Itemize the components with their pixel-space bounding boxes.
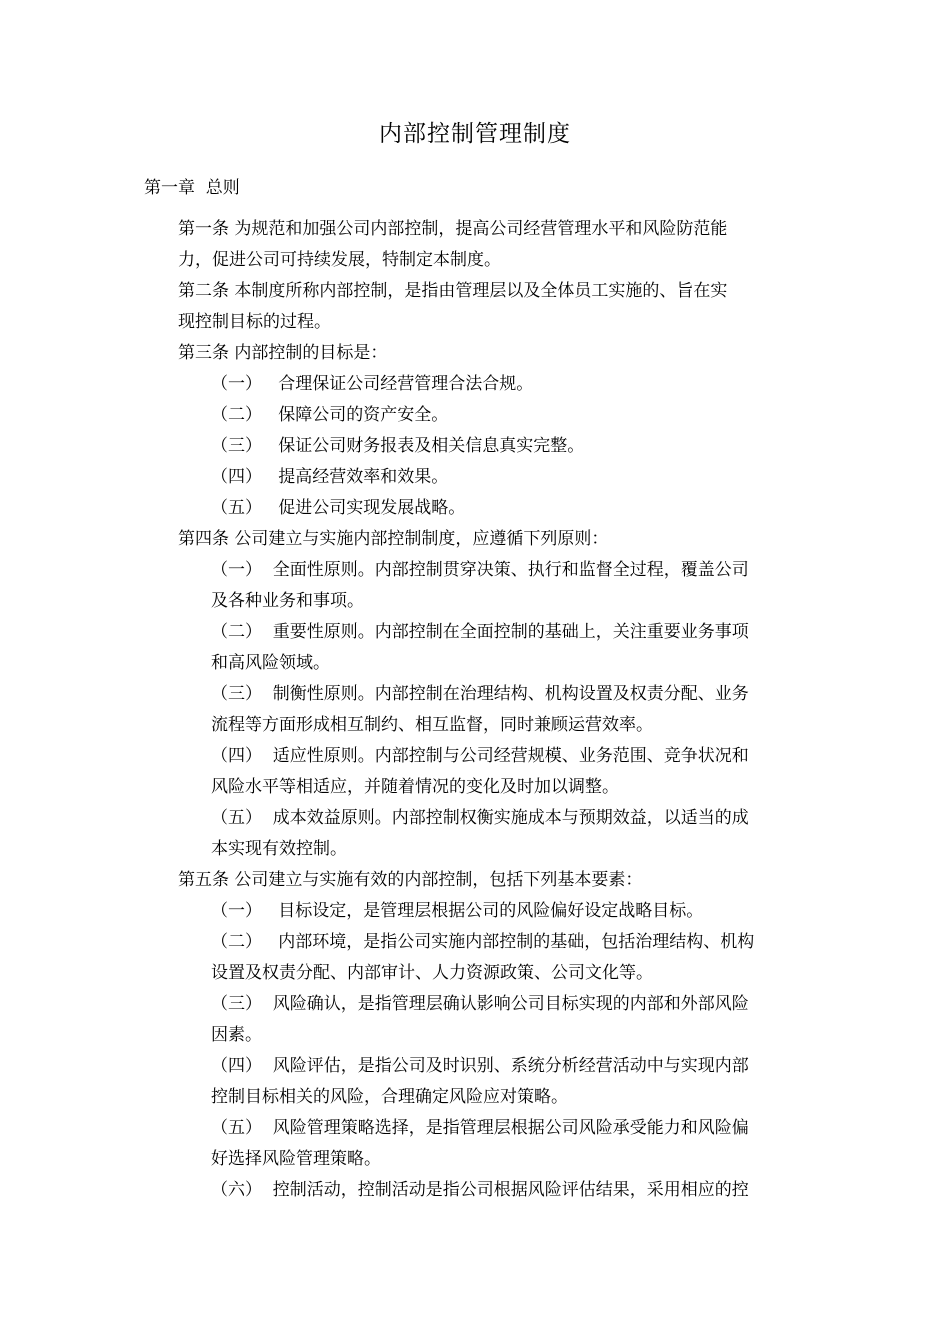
list-item-line: 设置及权责分配、内部审计、人力资源政策、公司文化等。 [211, 963, 653, 983]
article-line: 第五条 公司建立与实施有效的内部控制，包括下列基本要素： [178, 870, 643, 890]
list-item-line: 和高风险领域。 [211, 653, 330, 673]
document-title: 内部控制管理制度 [379, 121, 571, 147]
list-item-line: （四） 适应性原则。内部控制与公司经营规模、业务范围、竞争状况和 [211, 746, 749, 766]
article-line: 第三条 内部控制的目标是： [178, 343, 388, 363]
list-item-line: 因素。 [211, 1025, 262, 1045]
list-item-line: （一） 合理保证公司经营管理合法合规。 [211, 374, 534, 394]
list-item-line: （四） 提高经营效率和效果。 [211, 467, 449, 487]
list-item-line: （三） 保证公司财务报表及相关信息真实完整。 [211, 436, 585, 456]
list-item-line: 及各种业务和事项。 [211, 591, 364, 611]
article-line: 第二条 本制度所称内部控制，是指由管理层以及全体员工实施的、旨在实 [178, 281, 728, 301]
article-line: 力，促进公司可持续发展，特制定本制度。 [178, 250, 501, 270]
list-item-line: （一） 全面性原则。内部控制贯穿决策、执行和监督全过程，覆盖公司 [211, 560, 749, 580]
list-item-line: （六） 控制活动，控制活动是指公司根据风险评估结果，采用相应的控 [211, 1180, 749, 1200]
list-item-line: （三） 制衡性原则。内部控制在治理结构、机构设置及权责分配、业务 [211, 684, 749, 704]
list-item-line: （四） 风险评估，是指公司及时识别、系统分析经营活动中与实现内部 [211, 1056, 749, 1076]
list-item-line: （二） 内部环境，是指公司实施内部控制的基础，包括治理结构、机构 [211, 932, 755, 952]
list-item-line: （三） 风险确认，是指管理层确认影响公司目标实现的内部和外部风险 [211, 994, 749, 1014]
article-line: 现控制目标的过程。 [178, 312, 331, 332]
list-item-line: （一） 目标设定，是管理层根据公司的风险偏好设定战略目标。 [211, 901, 704, 921]
chapter-heading: 第一章 总则 [144, 178, 240, 198]
list-item-line: （五） 促进公司实现发展战略。 [211, 498, 466, 518]
article-line: 第四条 公司建立与实施内部控制制度，应遵循下列原则： [178, 529, 609, 549]
list-item-line: （二） 重要性原则。内部控制在全面控制的基础上，关注重要业务事项 [211, 622, 749, 642]
list-item-line: （二） 保障公司的资产安全。 [211, 405, 449, 425]
list-item-line: 控制目标相关的风险，合理确定风险应对策略。 [211, 1087, 568, 1107]
list-item-line: 本实现有效控制。 [211, 839, 347, 859]
document-body [0, 214, 950, 1206]
list-item-line: 流程等方面形成相互制约、相互监督，同时兼顾运营效率。 [211, 715, 653, 735]
list-item-line: 好选择风险管理策略。 [211, 1149, 381, 1169]
list-item-line: 风险水平等相适应，并随着情况的变化及时加以调整。 [211, 777, 619, 797]
list-item-line: （五） 成本效益原则。内部控制权衡实施成本与预期效益，以适当的成 [211, 808, 749, 828]
article-line: 第一条 为规范和加强公司内部控制，提高公司经营管理水平和风险防范能 [178, 219, 728, 239]
list-item-line: （五） 风险管理策略选择，是指管理层根据公司风险承受能力和风险偏 [211, 1118, 749, 1138]
